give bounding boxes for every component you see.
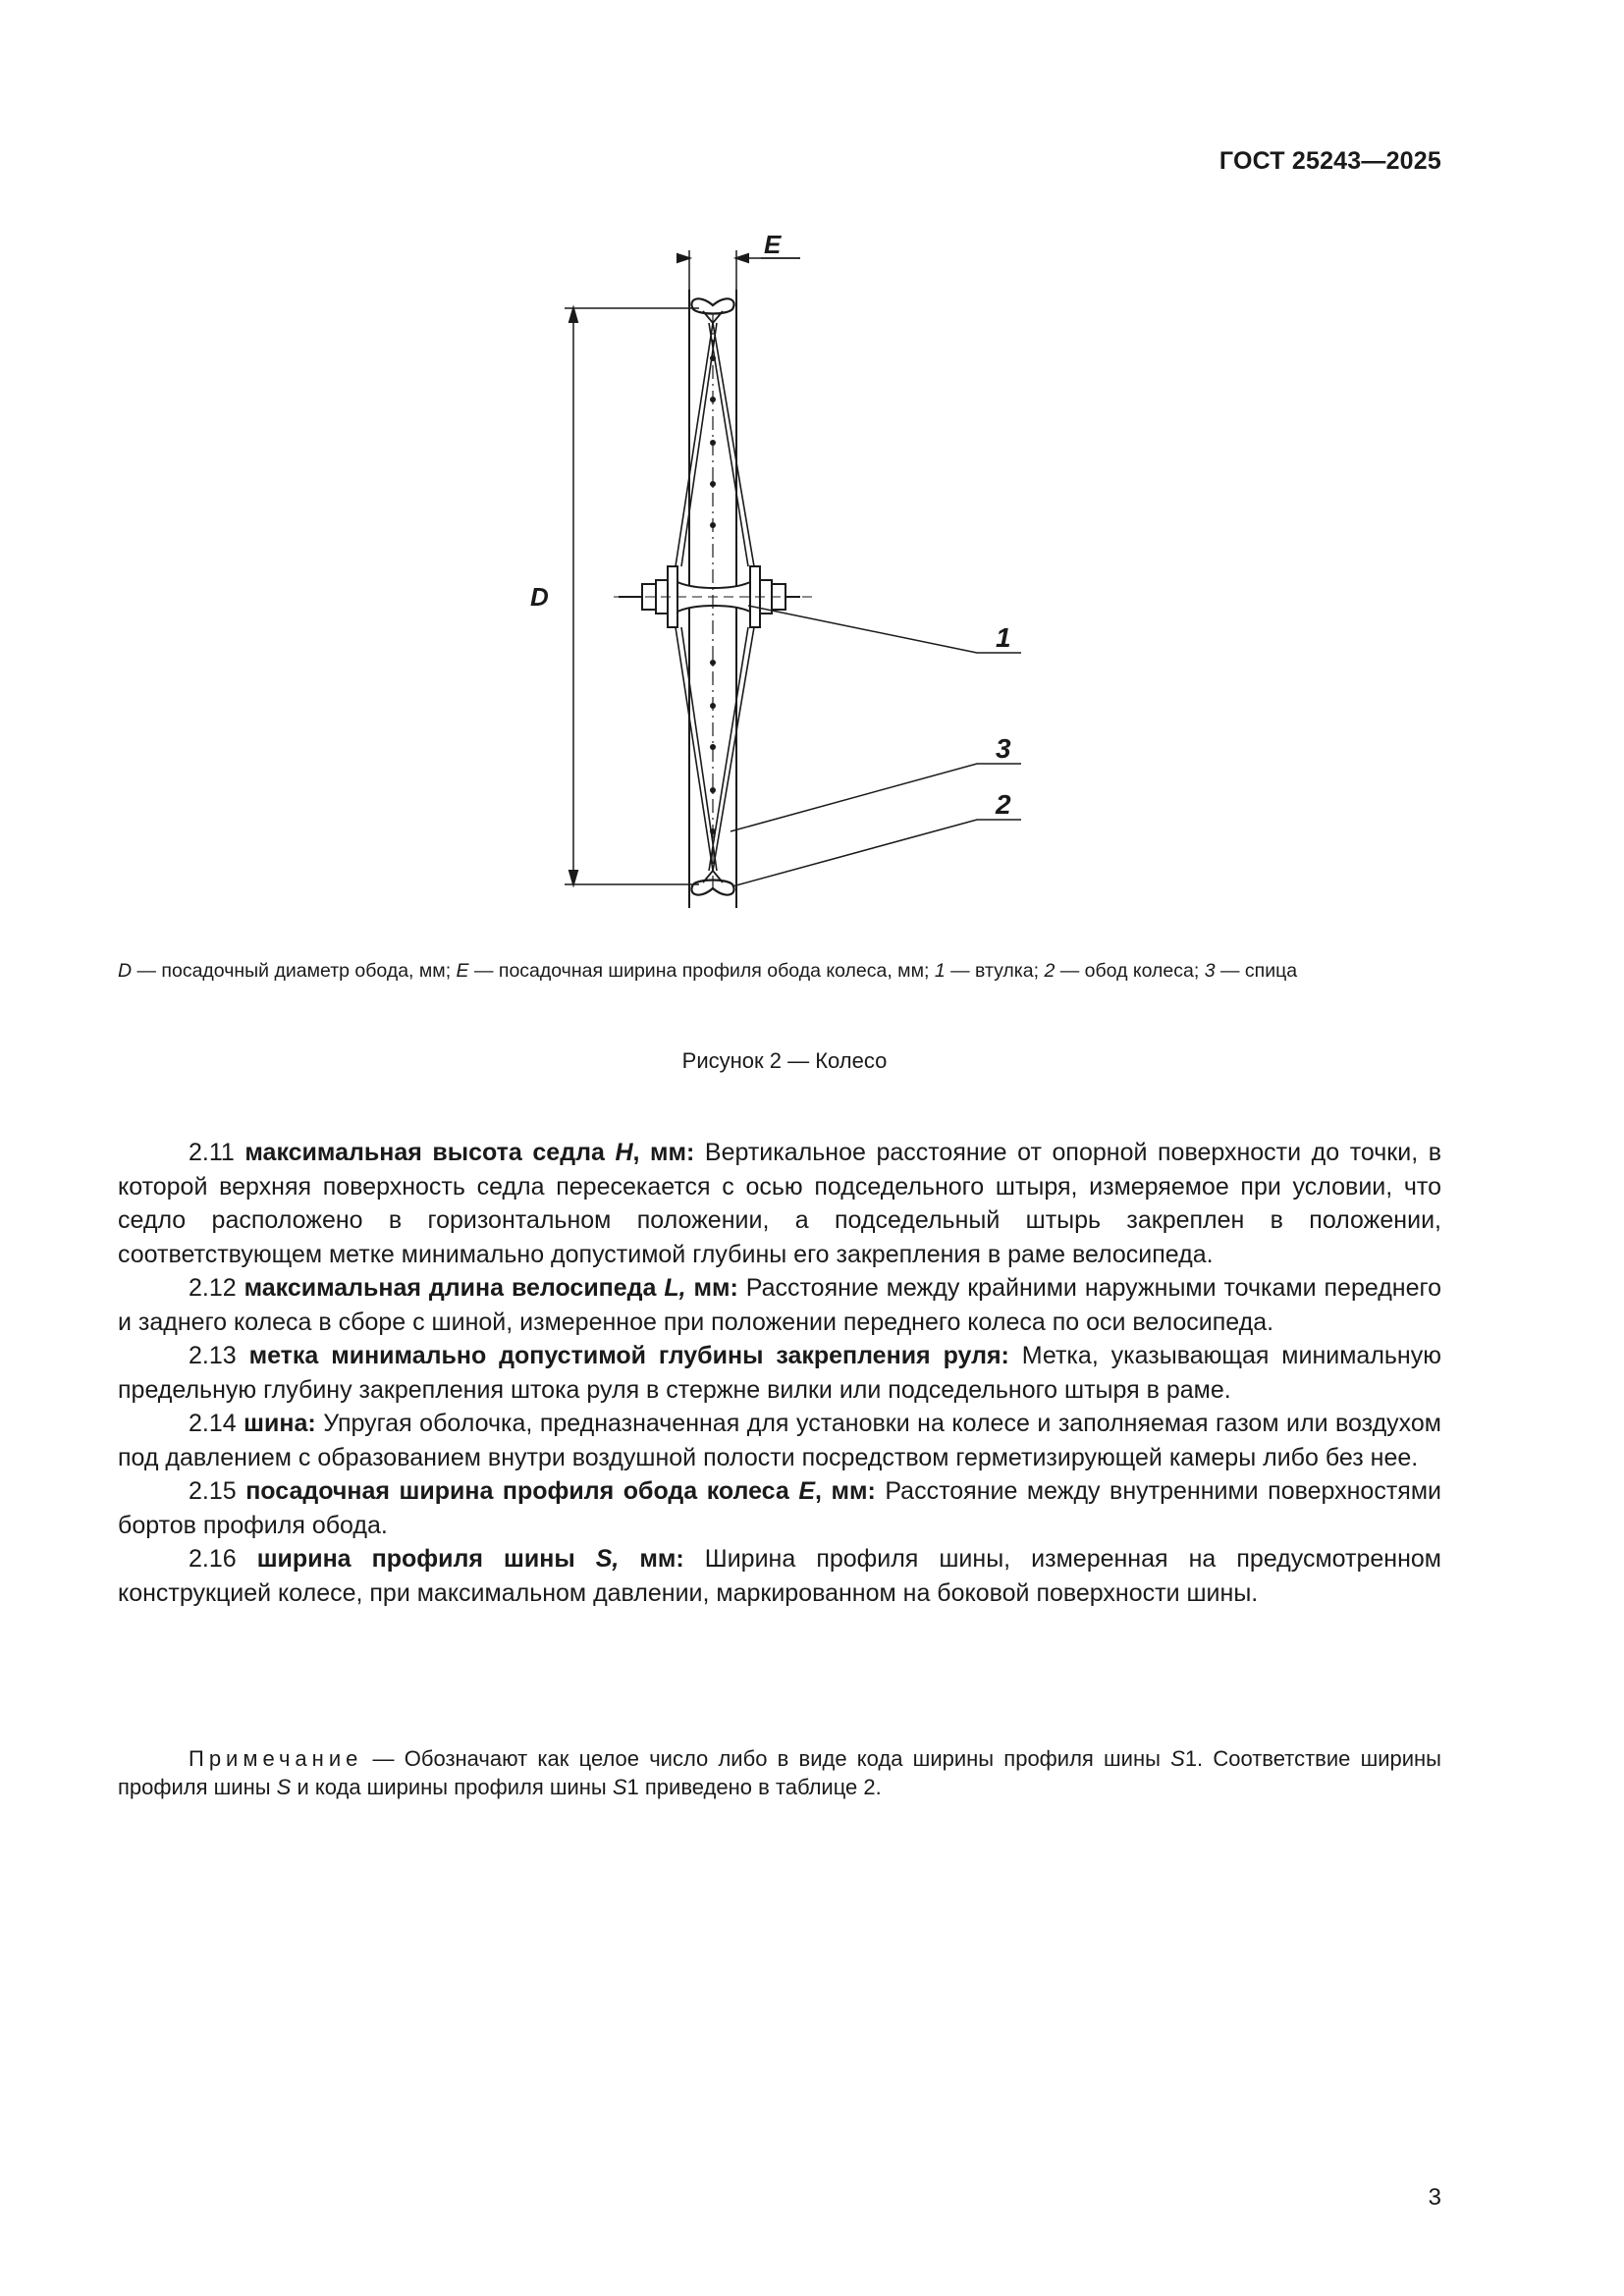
clause-number: 2.14	[189, 1410, 244, 1437]
clause-definition: Упругая оболочка, предназначенная для установки на колесе и заполняемая газом или воздухом под давлением с образованием внутри воздушной полости посредством герметизирующей камеры либо без нее.	[118, 1410, 1441, 1471]
clause-definition: Метка, указывающая минимальную предельную глубину закрепления штока руля в стержне вилки или подседельного штыря в раме.	[118, 1342, 1441, 1404]
clause-definition: Вертикальное расстояние от опорной поверхности до точки, в которой верхняя поверхность седла пересекается с осью подседельного штыря, измеряемое при условии, что седло расположено в горизонтальном положении, а подседельный штырь закреплен в положении, соответствующем метке минимально допустимой глубины его закрепления в раме велосипеда.	[118, 1139, 1441, 1268]
legend-2-symbol: 2	[1044, 960, 1056, 982]
clause-definition: Расстояние между крайними наружными точками переднего и заднего колеса в сборе с шиной, измеренное при положении переднего колеса по оси велосипеда.	[118, 1274, 1441, 1336]
clause-number: 2.11	[189, 1139, 245, 1166]
legend-1-symbol: 1	[934, 960, 946, 982]
d-arrow-bottom	[569, 871, 577, 884]
leader-spoke	[731, 764, 1021, 831]
clause-2-13	[118, 1339, 1441, 1407]
clause-number: 2.15	[189, 1477, 246, 1505]
page-number: 3	[1428, 2184, 1441, 2211]
legend-d-text: — посадочный диаметр обода, мм;	[132, 960, 457, 982]
note-label: Примечание	[189, 1746, 363, 1771]
clause-2-14	[118, 1407, 1441, 1474]
leader-hub	[748, 606, 1021, 653]
nipple	[710, 440, 716, 446]
spoke	[676, 627, 713, 871]
clause-term: ширина профиля шины S, мм:	[256, 1545, 684, 1573]
clause-definition: Расстояние между внутренними поверхностями бортов профиля обода.	[118, 1477, 1441, 1539]
body-text	[118, 1136, 1441, 1610]
nipple	[710, 744, 716, 750]
clause-number: 2.13	[189, 1342, 249, 1369]
spoke	[713, 323, 754, 566]
spoke	[676, 323, 713, 566]
clause-2-15	[118, 1474, 1441, 1542]
clause-term: шина:	[244, 1410, 316, 1437]
clause-term: максимальная длина велосипеда L, мм:	[244, 1274, 738, 1302]
nipple	[710, 522, 716, 528]
clause-2-12	[118, 1271, 1441, 1339]
label-2: 2	[996, 789, 1011, 820]
clause-term: посадочная ширина профиля обода колеса E, мм:	[245, 1477, 876, 1505]
wheel-drawing	[530, 221, 1041, 908]
figure-legend	[118, 958, 1441, 984]
nipple	[710, 660, 716, 666]
d-arrow-top	[569, 308, 577, 322]
tire-top	[691, 298, 733, 313]
e-arrow-right	[736, 254, 748, 262]
document-header: ГОСТ 25243—2025	[1218, 147, 1441, 175]
label-1: 1	[996, 622, 1011, 653]
legend-2-text: — обод колеса;	[1055, 960, 1205, 982]
label-e: E	[764, 230, 782, 259]
nipple	[710, 481, 716, 487]
clause-definition: Ширина профиля шины, измеренная на предусмотренном конструкцией колесе, при максимальном давлении, маркированном на боковой поверхности шины.	[118, 1545, 1441, 1607]
clause-2-16	[118, 1542, 1441, 1610]
nipple	[710, 703, 716, 709]
legend-3-text: — спица	[1215, 960, 1298, 982]
legend-1-text: — втулка;	[945, 960, 1045, 982]
wheel-figure	[530, 221, 1041, 908]
nipple	[710, 828, 716, 834]
clause-number: 2.16	[189, 1545, 257, 1573]
clause-number: 2.12	[189, 1274, 244, 1302]
nipple	[710, 787, 716, 793]
clause-term: метка минимально допустимой глубины закрепления руля:	[248, 1342, 1009, 1369]
spoke	[713, 627, 754, 871]
label-3: 3	[996, 733, 1011, 764]
note: Примечание — Обозначают как целое число либо в виде кода ширины профиля шины S1. Соответствие ширины профиля шины S и кода ширины профиля шины S1 приведено в таблице 2.	[118, 1746, 1441, 1799]
figure-caption: Рисунок 2 — Колесо	[681, 1048, 888, 1073]
clause-term: максимальная высота седла H, мм:	[244, 1139, 695, 1166]
leader-rim	[732, 820, 1021, 886]
legend-e-symbol: E	[456, 960, 469, 982]
legend-3-symbol: 3	[1204, 960, 1216, 982]
nipple	[710, 355, 716, 361]
nipple	[710, 397, 716, 402]
e-arrow-left	[677, 254, 689, 262]
clause-2-11	[118, 1136, 1441, 1271]
legend-d-symbol: D	[118, 960, 133, 982]
legend-e-text: — посадочная ширина профиля обода колеса, мм;	[468, 960, 935, 982]
label-d: D	[530, 582, 549, 612]
